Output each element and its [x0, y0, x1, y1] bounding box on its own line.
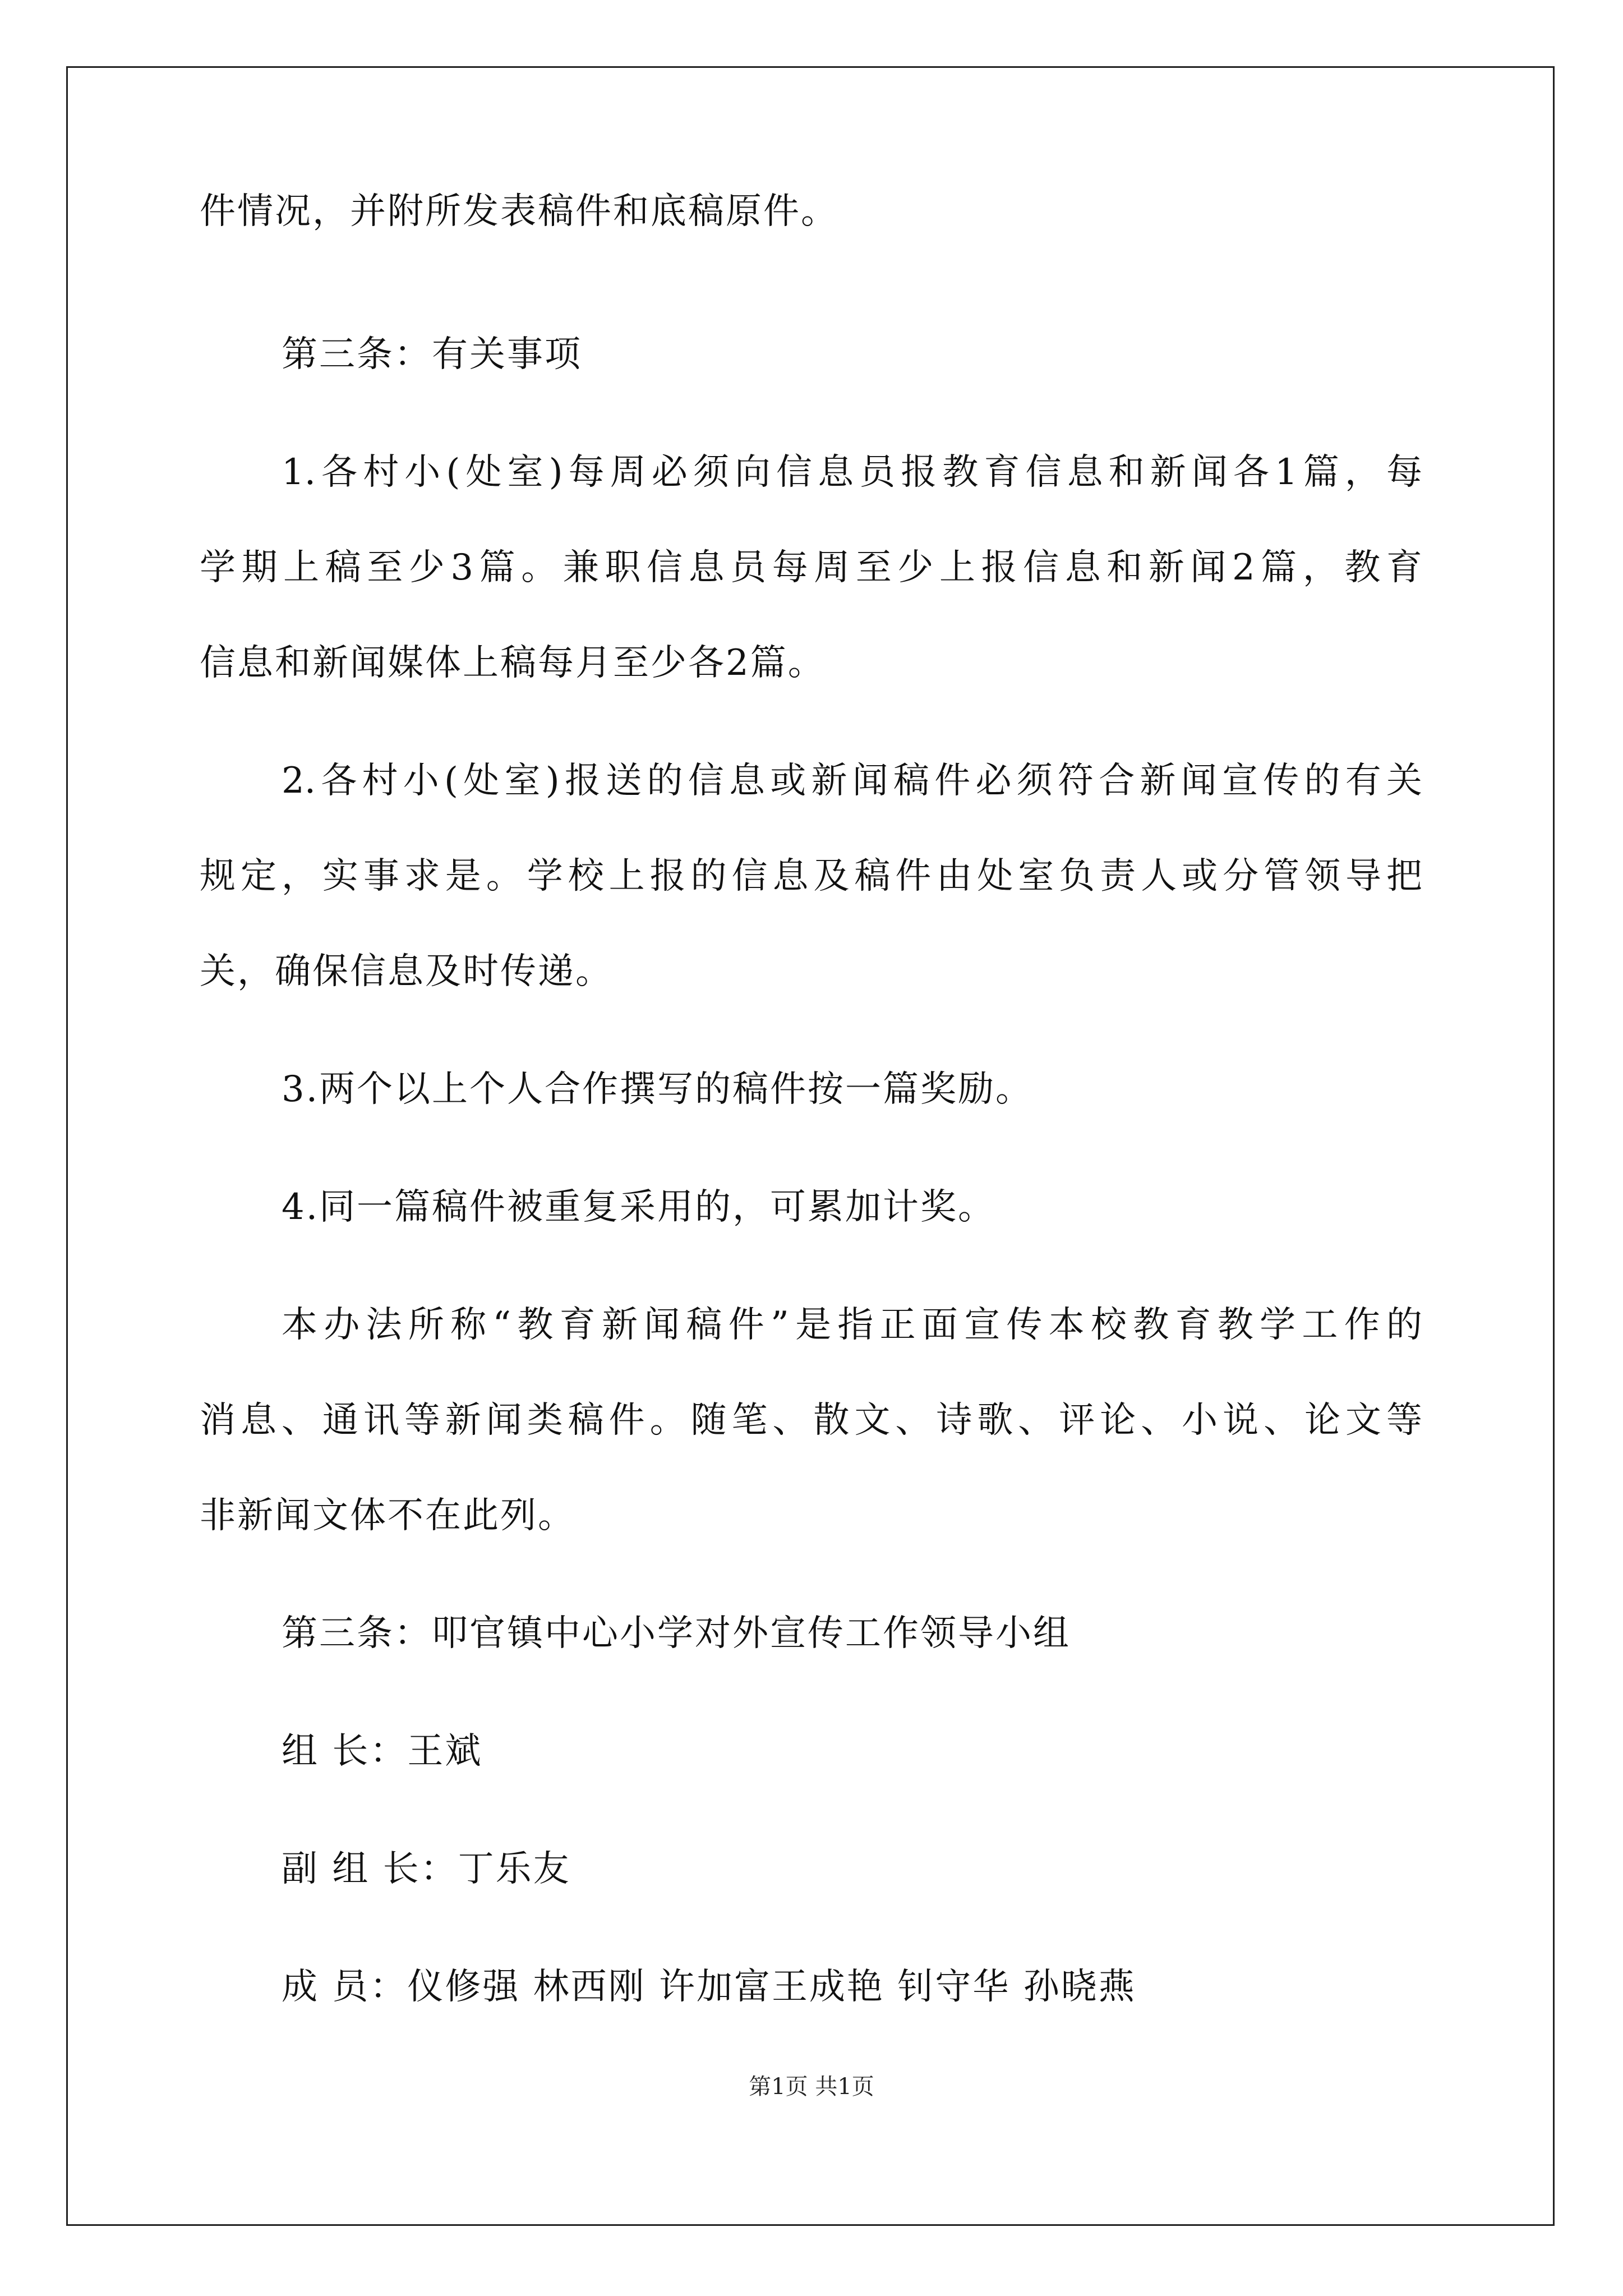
paragraph-line: 3.两个以上个人合作撰写的稿件按一篇奖励。 [282, 1069, 1034, 1110]
paragraph-line: 件情况，并附所发表稿件和底稿原件。 [200, 191, 838, 232]
paragraph-line: 非新闻文体不在此列。 [200, 1495, 575, 1536]
paragraph-line: 规定，实事求是。学校上报的信息及稿件由处室负责人或分管领导把 [200, 855, 1422, 897]
paragraph-line: 本办法所称“教育新闻稿件”是指正面宣传本校教育教学工作的 [282, 1304, 1422, 1346]
members-line: 成 员：仪修强 林西刚 许加富王成艳 钊守华 孙晓燕 [282, 1966, 1136, 2008]
deputy-leader-line: 副 组 长：丁乐友 [282, 1848, 571, 1890]
section-heading: 第三条：有关事项 [282, 334, 582, 375]
paragraph-line: 关，确保信息及时传递。 [200, 951, 613, 992]
group-leader-line: 组 长：王斌 [282, 1731, 483, 1772]
page-footer: 第1页 共1页 [749, 2074, 874, 2100]
paragraph-line: 消息、通讯等新闻类稿件。随笔、散文、诗歌、评论、小说、论文等 [200, 1400, 1422, 1441]
section-heading: 第三条：叩官镇中心小学对外宣传工作领导小组 [282, 1613, 1071, 1654]
paragraph-line: 信息和新闻媒体上稿每月至少各2篇。 [200, 642, 826, 684]
page-border [66, 66, 1555, 2226]
paragraph-line: 学期上稿至少3篇。兼职信息员每周至少上报信息和新闻2篇，教育 [200, 547, 1422, 588]
paragraph-line: 1.各村小(处室)每周必须向信息员报教育信息和新闻各1篇，每 [282, 452, 1422, 493]
paragraph-line: 4.同一篇稿件被重复采用的，可累加计奖。 [282, 1186, 996, 1228]
paragraph-line: 2.各村小(处室)报送的信息或新闻稿件必须符合新闻宣传的有关 [282, 760, 1422, 802]
